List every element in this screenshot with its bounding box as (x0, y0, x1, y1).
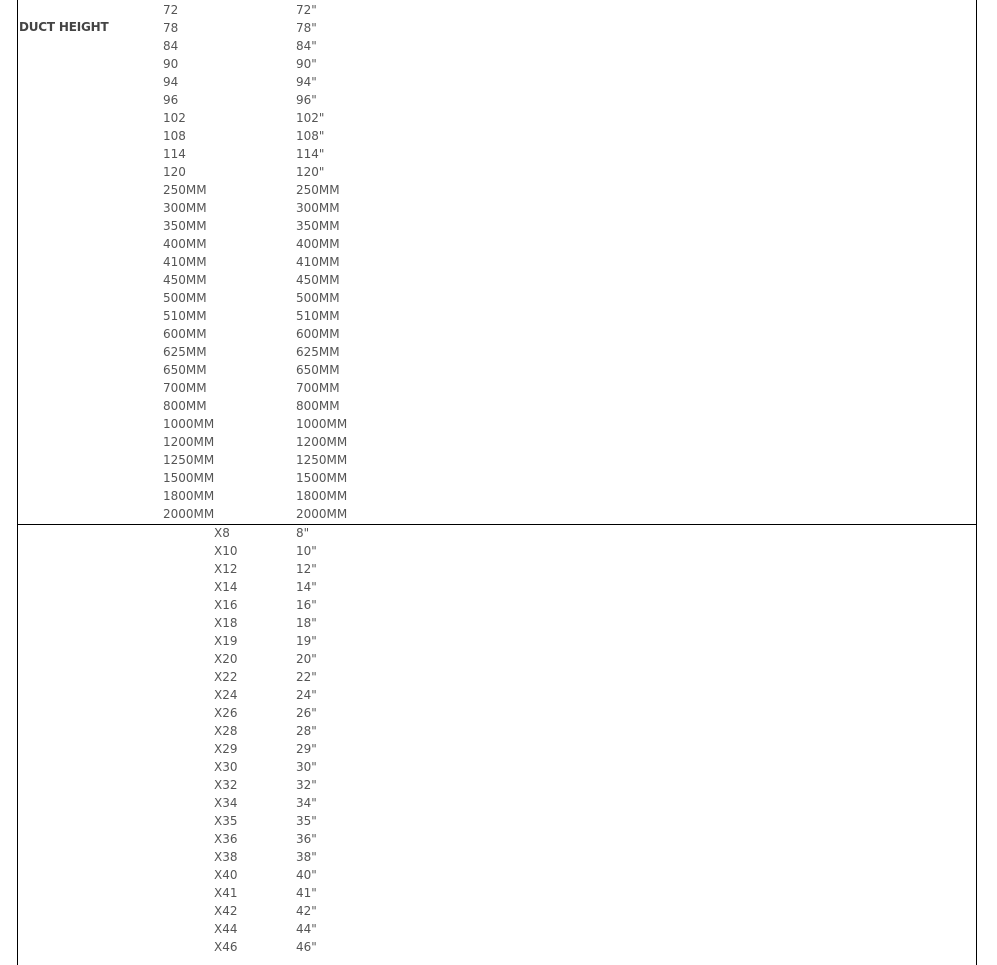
item-value: 400MM (163, 237, 207, 251)
item-display: 14" (296, 580, 317, 594)
item-value: X32 (214, 778, 238, 792)
item-value: 800MM (163, 399, 207, 413)
item-display: 34" (296, 796, 317, 810)
list-item (18, 812, 976, 830)
item-display: 400MM (296, 237, 340, 251)
item-value: 96 (163, 93, 179, 107)
item-value: X12 (214, 562, 238, 576)
item-display: 96" (296, 93, 317, 107)
list-item (18, 37, 976, 55)
list-item (18, 668, 976, 686)
item-display: 41" (296, 886, 317, 900)
item-value: X19 (214, 634, 238, 648)
item-value: X29 (214, 742, 238, 756)
list-item (18, 397, 976, 415)
list-item (18, 848, 976, 866)
list-item (18, 902, 976, 920)
item-display: 1250MM (296, 453, 348, 467)
item-value: 78 (163, 21, 179, 35)
list-item (18, 19, 976, 37)
item-display: 108" (296, 129, 325, 143)
item-value: X41 (214, 886, 238, 900)
item-value: 102 (163, 111, 186, 125)
list-item (18, 686, 976, 704)
list-item (18, 650, 976, 668)
item-display: 120" (296, 165, 325, 179)
item-display: 29" (296, 742, 317, 756)
list-item (18, 920, 976, 938)
item-value: X42 (214, 904, 238, 918)
item-value: 1200MM (163, 435, 215, 449)
item-display: 44" (296, 922, 317, 936)
item-value: X30 (214, 760, 238, 774)
item-value: X35 (214, 814, 238, 828)
item-display: 32" (296, 778, 317, 792)
list-item (18, 740, 976, 758)
list-item (18, 199, 976, 217)
item-display: 40" (296, 868, 317, 882)
list-item (18, 235, 976, 253)
item-value: 1000MM (163, 417, 215, 431)
item-display: 1000MM (296, 417, 348, 431)
list-item (18, 614, 976, 632)
item-value: 1250MM (163, 453, 215, 467)
list-item (18, 542, 976, 560)
list-item (18, 704, 976, 722)
item-display: 500MM (296, 291, 340, 305)
list-item (18, 307, 976, 325)
list-item (18, 632, 976, 650)
item-value: 84 (163, 39, 179, 53)
item-display: 24" (296, 688, 317, 702)
item-value: 120 (163, 165, 186, 179)
item-display: 700MM (296, 381, 340, 395)
item-value: 450MM (163, 273, 207, 287)
item-display: 16" (296, 598, 317, 612)
item-display: 250MM (296, 183, 340, 197)
item-value: X38 (214, 850, 238, 864)
item-value: 90 (163, 57, 179, 71)
item-value: X22 (214, 670, 238, 684)
list-item (18, 289, 976, 307)
item-value: X16 (214, 598, 238, 612)
item-display: 78" (296, 21, 317, 35)
list-item (18, 91, 976, 109)
item-value: X24 (214, 688, 238, 702)
item-display: 1500MM (296, 471, 348, 485)
item-value: X46 (214, 940, 238, 954)
item-display: 510MM (296, 309, 340, 323)
item-value: 350MM (163, 219, 207, 233)
item-value: X40 (214, 868, 238, 882)
item-display: 20" (296, 652, 317, 666)
item-value: X34 (214, 796, 238, 810)
item-value: 94 (163, 75, 179, 89)
item-value: X18 (214, 616, 238, 630)
item-display: 350MM (296, 219, 340, 233)
item-display: 46" (296, 940, 317, 954)
item-value: X10 (214, 544, 238, 558)
list-item (18, 415, 976, 433)
item-display: 36" (296, 832, 317, 846)
list-item (18, 55, 976, 73)
item-value: 1800MM (163, 489, 215, 503)
item-display: 94" (296, 75, 317, 89)
list-item (18, 127, 976, 145)
item-display: 26" (296, 706, 317, 720)
item-value: 510MM (163, 309, 207, 323)
list-item (18, 217, 976, 235)
item-display: 450MM (296, 273, 340, 287)
item-display: 102" (296, 111, 325, 125)
item-display: 22" (296, 670, 317, 684)
item-display: 35" (296, 814, 317, 828)
list-item (18, 181, 976, 199)
item-display: 30" (296, 760, 317, 774)
item-value: 500MM (163, 291, 207, 305)
item-display: 38" (296, 850, 317, 864)
item-value: 250MM (163, 183, 207, 197)
item-display: 28" (296, 724, 317, 738)
list-item (18, 109, 976, 127)
list-item (18, 1, 976, 19)
item-display: 72" (296, 3, 317, 17)
list-item (18, 145, 976, 163)
item-display: 1800MM (296, 489, 348, 503)
item-value: 72 (163, 3, 179, 17)
item-value: X14 (214, 580, 238, 594)
list-item (18, 343, 976, 361)
duct-height-label: DUCT HEIGHT (19, 20, 109, 34)
list-item (18, 433, 976, 451)
item-value: 410MM (163, 255, 207, 269)
item-value: X26 (214, 706, 238, 720)
item-display: 600MM (296, 327, 340, 341)
list-item (18, 469, 976, 487)
item-value: 700MM (163, 381, 207, 395)
list-item (18, 379, 976, 397)
item-value: 1500MM (163, 471, 215, 485)
item-value: X44 (214, 922, 238, 936)
item-display: 84" (296, 39, 317, 53)
list-item (18, 578, 976, 596)
item-display: 42" (296, 904, 317, 918)
item-display: 1200MM (296, 435, 348, 449)
list-item (18, 253, 976, 271)
item-display: 114" (296, 147, 325, 161)
list-item (18, 830, 976, 848)
duct-height-panel (17, 0, 977, 525)
item-display: 625MM (296, 345, 340, 359)
list-item (18, 794, 976, 812)
item-display: 300MM (296, 201, 340, 215)
list-item (18, 451, 976, 469)
item-display: 19" (296, 634, 317, 648)
duct-size-panel (17, 525, 977, 965)
list-item (18, 758, 976, 776)
list-item (18, 938, 976, 956)
item-value: X28 (214, 724, 238, 738)
item-value: 300MM (163, 201, 207, 215)
list-item (18, 505, 976, 523)
item-display: 10" (296, 544, 317, 558)
list-item (18, 866, 976, 884)
list-item (18, 560, 976, 578)
item-value: 650MM (163, 363, 207, 377)
item-value: 108 (163, 129, 186, 143)
item-display: 2000MM (296, 507, 348, 521)
item-value: 114 (163, 147, 186, 161)
item-value: 625MM (163, 345, 207, 359)
list-item (18, 271, 976, 289)
list-item (18, 524, 976, 542)
item-value: X20 (214, 652, 238, 666)
item-value: X8 (214, 526, 230, 540)
item-display: 18" (296, 616, 317, 630)
item-display: 410MM (296, 255, 340, 269)
list-item (18, 163, 976, 181)
item-display: 12" (296, 562, 317, 576)
list-item (18, 73, 976, 91)
list-item (18, 884, 976, 902)
list-item (18, 722, 976, 740)
item-value: 2000MM (163, 507, 215, 521)
item-display: 8" (296, 526, 310, 540)
item-display: 650MM (296, 363, 340, 377)
list-item (18, 361, 976, 379)
item-value: X36 (214, 832, 238, 846)
item-value: 600MM (163, 327, 207, 341)
list-item (18, 487, 976, 505)
item-display: 90" (296, 57, 317, 71)
list-item (18, 776, 976, 794)
item-display: 800MM (296, 399, 340, 413)
list-item (18, 325, 976, 343)
list-item (18, 596, 976, 614)
